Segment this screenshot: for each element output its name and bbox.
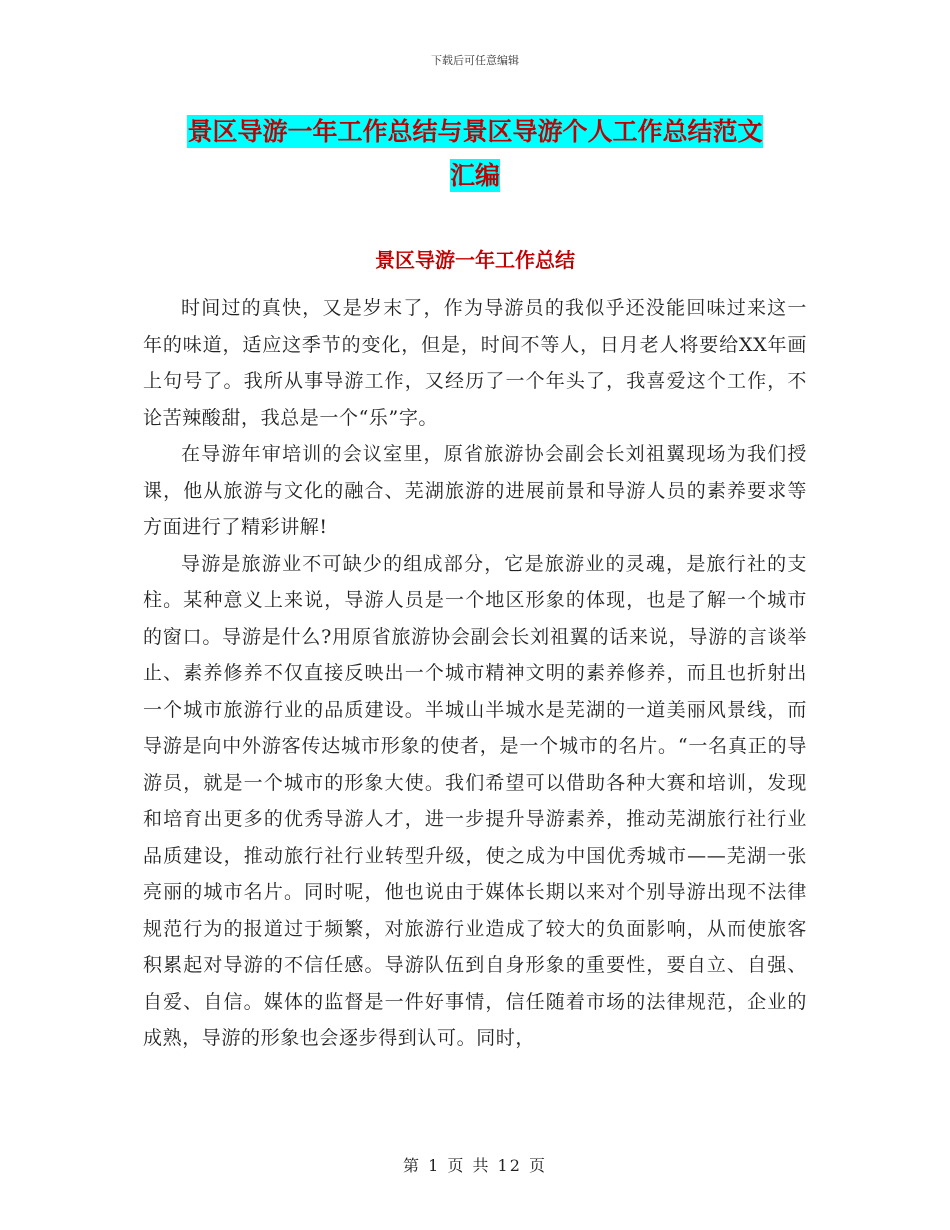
document-body — [143, 290, 807, 1057]
document-title — [0, 110, 950, 198]
document-title-line-1: 景区导游一年工作总结与景区导游个人工作总结范文 — [187, 117, 763, 146]
paragraph: 在导游年审培训的会议室里，原省旅游协会副会长刘祖翼现场为我们授课，他从旅游与文化的融合、芜湖旅游的进展前景和导游人员的素养要求等方面进行了精彩讲解! — [143, 443, 807, 538]
paragraph: 时间过的真快，又是岁末了，作为导游员的我似乎还没能回味过来这一年的味道，适应这季节的变化，但是，时间不等人，日月老人将要给XX年画上句号了。我所从事导游工作，又经历了一个年头了，我喜爱这个工作，不论苦辣酸甜，我总是一个“乐”字。 — [143, 297, 807, 429]
section-title: 景区导游一年工作总结 — [375, 248, 575, 272]
page-number: 第 1 页 共 12 页 — [403, 1156, 547, 1175]
paragraph: 导游是旅游业不可缺少的组成部分，它是旅游业的灵魂，是旅行社的支柱。某种意义上来说，导游人员是一个地区形象的体现，也是了解一个城市的窗口。导游是什么?用原省旅游协会副会长刘祖翼的话来说，导游的言谈举止、素养修养不仅直接反映出一个城市精神文明的素养修养，而且也折射出一个城市旅游行业的品质建设。半城山半城水是芜湖的一道美丽风景线，而导游是向中外游客传达城市形象的使者，是一个城市的名片。“一名真正的导游员，就是一个城市的形象大使。我们希望可以借助各种大赛和培训，发现和培育出更多的优秀导游人才，进一步提升导游素养，推动芜湖旅行社行业品质建设，推动旅行社行业转型升级，使之成为中国优秀城市——芜湖一张亮丽的城市名片。同时呢，他也说由于媒体长期以来对个别导游出现不法律规范行为的报道过于频繁，对旅游行业造成了较大的负面影响，从而使旅客积累起对导游的不信任感。导游队伍到自身形象的重要性，要自立、自强、自爱、自信。媒体的监督是一件好事情，信任随着市场的法律规范，企业的成熟，导游的形象也会逐步得到认可。同时， — [143, 552, 807, 1049]
document-title-line-2: 汇编 — [449, 161, 500, 190]
page-header-note: 下载后可任意编辑 — [431, 54, 519, 67]
